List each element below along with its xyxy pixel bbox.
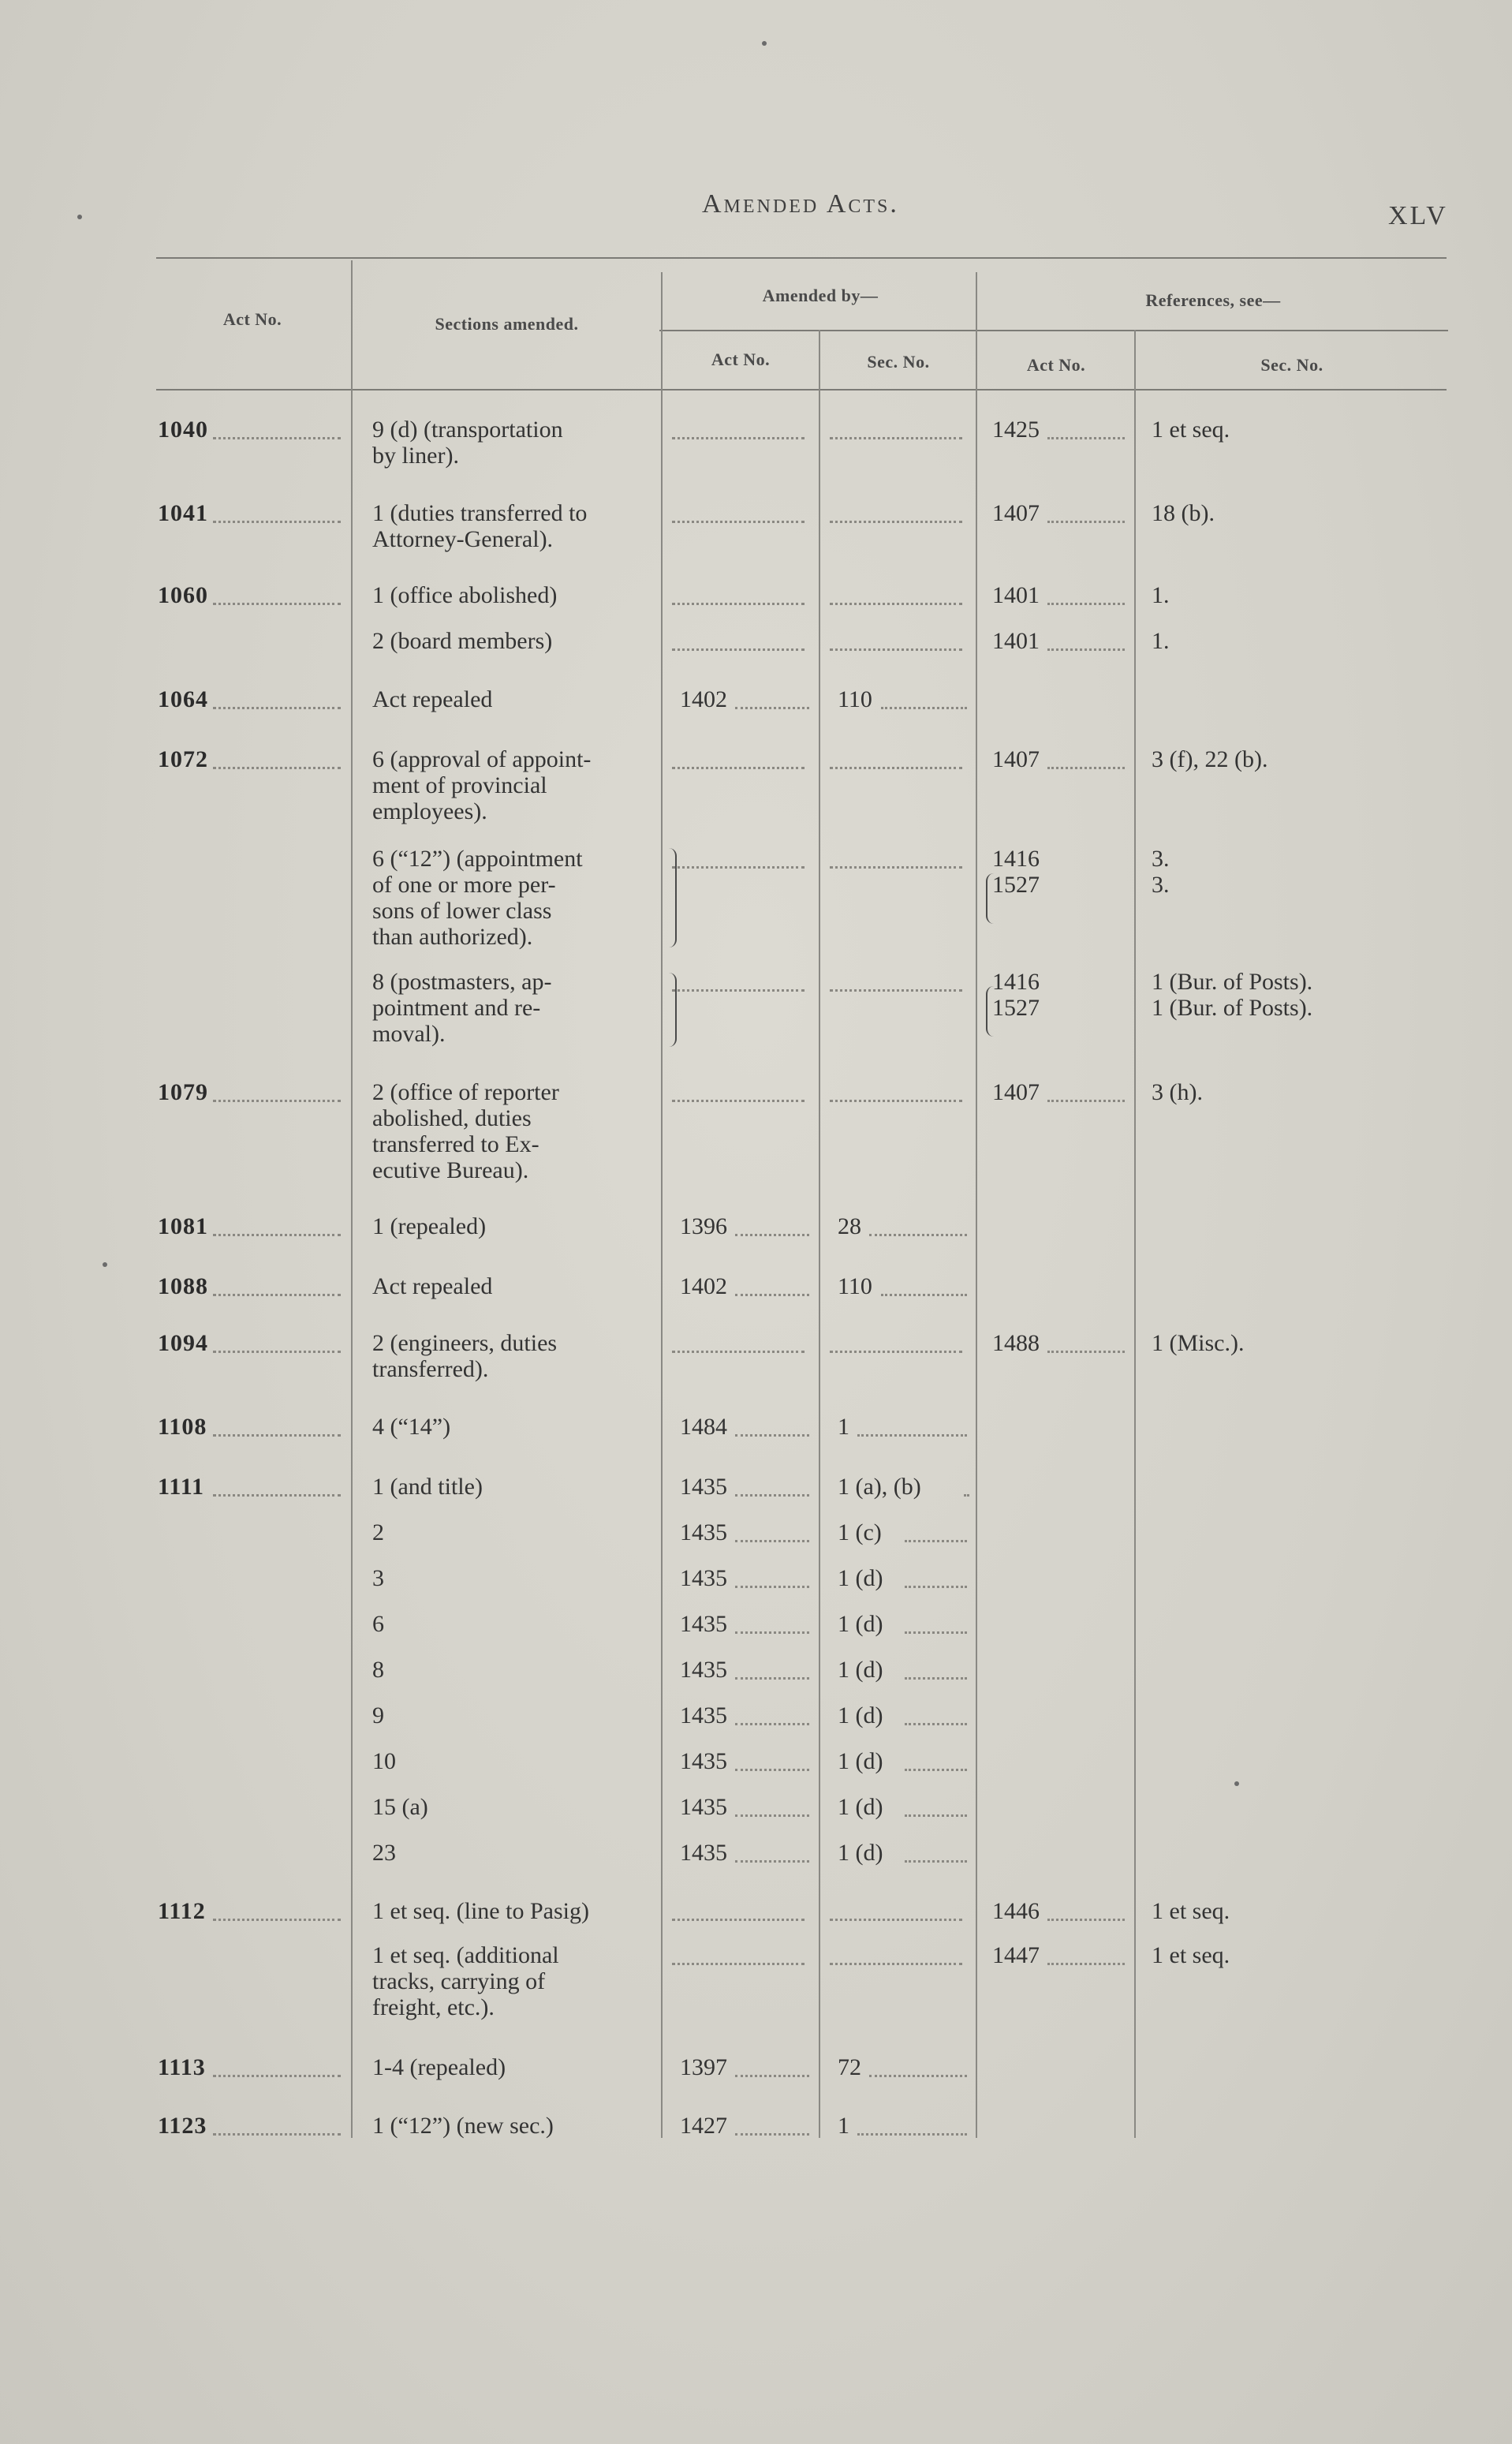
cell-section: 9 (d) (transportation by liner). bbox=[372, 417, 563, 469]
cell-am-sec: 1 (d) bbox=[838, 1565, 883, 1591]
cell-section: 8 (postmasters, ap- pointment and re- moval). bbox=[372, 969, 552, 1047]
cell-am-act: 1435 bbox=[680, 1519, 727, 1545]
dot-leader bbox=[830, 603, 962, 605]
dot-leader bbox=[1047, 1351, 1125, 1353]
dot-leader bbox=[672, 648, 805, 651]
cell-section: 1 (and title) bbox=[372, 1474, 483, 1500]
dot-leader bbox=[672, 866, 805, 869]
dot-leader bbox=[735, 1434, 809, 1437]
brace bbox=[986, 873, 994, 924]
cell-am-sec: 1 (d) bbox=[838, 1794, 883, 1820]
dot-leader bbox=[1047, 437, 1125, 439]
cell-ref-sec: 3 (h). bbox=[1152, 1079, 1203, 1105]
dot-leader bbox=[735, 1769, 809, 1771]
dot-leader bbox=[830, 1100, 962, 1102]
cell-section: 4 (“14”) bbox=[372, 1414, 451, 1440]
cell-ref-act: 1488 bbox=[992, 1330, 1040, 1356]
dot-leader bbox=[1047, 1100, 1125, 1102]
dot-leader bbox=[672, 989, 805, 992]
cell-am-sec: 1 bbox=[838, 2113, 849, 2139]
cell-ref-act: 1416 1527 bbox=[992, 969, 1040, 1021]
cell-ref-act: 1407 bbox=[992, 1079, 1040, 1105]
table-sub-rule bbox=[659, 330, 1448, 331]
cell-act: 1112 bbox=[158, 1898, 206, 1924]
dot-leader bbox=[905, 1860, 967, 1863]
dot-leader bbox=[672, 1963, 805, 1965]
dot-leader bbox=[857, 1434, 967, 1437]
header-ref-sec-no: Sec. No. bbox=[1260, 355, 1323, 375]
dot-leader bbox=[830, 1351, 962, 1353]
cell-act: 1081 bbox=[158, 1213, 208, 1239]
brace bbox=[986, 986, 994, 1037]
dot-leader bbox=[735, 1860, 809, 1863]
cell-section: 6 (“12”) (appointment of one or more per- sons of lower class than authorized). bbox=[372, 846, 583, 950]
dot-leader bbox=[830, 1963, 962, 1965]
cell-am-sec: 1 (a), (b) bbox=[838, 1474, 921, 1500]
cell-am-sec: 1 (d) bbox=[838, 1748, 883, 1774]
dot-leader bbox=[213, 603, 341, 605]
table-header-rule bbox=[156, 389, 1447, 391]
cell-ref-sec: 18 (b). bbox=[1152, 500, 1215, 526]
cell-am-act: 1484 bbox=[680, 1414, 727, 1440]
header-act-no: Act No. bbox=[222, 309, 282, 329]
cell-ref-act: 1407 bbox=[992, 500, 1040, 526]
cell-ref-sec: 1 et seq. bbox=[1152, 417, 1230, 443]
cell-act: 1040 bbox=[158, 417, 208, 443]
cell-section: Act repealed bbox=[372, 1273, 493, 1299]
dot-leader bbox=[672, 521, 805, 523]
cell-am-act: 1435 bbox=[680, 1565, 727, 1591]
column-divider bbox=[661, 272, 663, 2138]
cell-am-act: 1435 bbox=[680, 1748, 727, 1774]
dot-leader bbox=[905, 1769, 967, 1771]
running-title: Amended Acts. bbox=[702, 189, 899, 219]
dot-leader bbox=[905, 1540, 967, 1542]
cell-section: 9 bbox=[372, 1702, 384, 1728]
cell-am-sec: 110 bbox=[838, 686, 872, 712]
cell-section: 15 (a) bbox=[372, 1794, 428, 1820]
cell-section: 3 bbox=[372, 1565, 384, 1591]
header-amended-sec-no: Sec. No. bbox=[867, 352, 930, 372]
dot-leader bbox=[1047, 648, 1125, 651]
dot-leader bbox=[830, 437, 962, 439]
cell-act: 1123 bbox=[158, 2113, 207, 2139]
cell-section: 23 bbox=[372, 1840, 396, 1866]
cell-am-act: 1427 bbox=[680, 2113, 727, 2139]
cell-ref-act: 1401 bbox=[992, 582, 1040, 608]
cell-ref-act: 1407 bbox=[992, 746, 1040, 772]
cell-ref-sec: 1. bbox=[1152, 628, 1170, 654]
cell-am-act: 1435 bbox=[680, 1657, 727, 1683]
cell-section: 2 bbox=[372, 1519, 384, 1545]
cell-ref-act: 1425 bbox=[992, 417, 1040, 443]
dot-leader bbox=[672, 437, 805, 439]
dot-leader bbox=[213, 707, 341, 709]
speck bbox=[77, 215, 82, 219]
header-ref-act-no: Act No. bbox=[1026, 355, 1086, 375]
dot-leader bbox=[881, 1294, 967, 1296]
dot-leader bbox=[672, 1100, 805, 1102]
column-divider bbox=[351, 260, 353, 2138]
dot-leader bbox=[735, 1677, 809, 1680]
cell-am-act: 1435 bbox=[680, 1611, 727, 1637]
dot-leader bbox=[735, 1540, 809, 1542]
cell-act: 1111 bbox=[158, 1474, 205, 1500]
cell-section: 1 (repealed) bbox=[372, 1213, 487, 1239]
cell-am-sec: 1 (c) bbox=[838, 1519, 882, 1545]
cell-ref-act: 1416 1527 bbox=[992, 846, 1040, 898]
cell-section: 6 bbox=[372, 1611, 384, 1637]
dot-leader bbox=[735, 1234, 809, 1236]
dot-leader bbox=[735, 1494, 809, 1497]
dot-leader bbox=[830, 648, 962, 651]
cell-ref-sec: 3. 3. bbox=[1152, 846, 1170, 898]
dot-leader bbox=[213, 767, 341, 769]
dot-leader bbox=[735, 1814, 809, 1817]
cell-act: 1108 bbox=[158, 1414, 207, 1440]
dot-leader bbox=[672, 1351, 805, 1353]
dot-leader bbox=[213, 1919, 341, 1921]
dot-leader bbox=[905, 1586, 967, 1588]
cell-act: 1113 bbox=[158, 2054, 206, 2080]
dot-leader bbox=[905, 1723, 967, 1725]
cell-act: 1060 bbox=[158, 582, 208, 608]
dot-leader bbox=[830, 521, 962, 523]
dot-leader bbox=[1047, 1963, 1125, 1965]
dot-leader bbox=[857, 2133, 967, 2136]
cell-am-act: 1435 bbox=[680, 1474, 727, 1500]
column-divider bbox=[1134, 330, 1136, 2138]
cell-am-sec: 28 bbox=[838, 1213, 861, 1239]
dot-leader bbox=[672, 767, 805, 769]
cell-act: 1088 bbox=[158, 1273, 208, 1299]
dot-leader bbox=[1047, 521, 1125, 523]
cell-section: 1 (duties transferred to Attorney-General). bbox=[372, 500, 588, 552]
dot-leader bbox=[964, 1494, 967, 1497]
dot-leader bbox=[213, 521, 341, 523]
dot-leader bbox=[1047, 1919, 1125, 1921]
dot-leader bbox=[672, 603, 805, 605]
dot-leader bbox=[213, 1234, 341, 1236]
cell-ref-act: 1401 bbox=[992, 628, 1040, 654]
header-references: References, see— bbox=[1145, 290, 1281, 310]
dot-leader bbox=[735, 1586, 809, 1588]
dot-leader bbox=[213, 1100, 341, 1102]
cell-section: 2 (office of reporter abolished, duties transferred to Ex- ecutive Bureau). bbox=[372, 1079, 559, 1183]
dot-leader bbox=[213, 1294, 341, 1296]
dot-leader bbox=[735, 2133, 809, 2136]
dot-leader bbox=[213, 2075, 341, 2077]
dot-leader bbox=[735, 1723, 809, 1725]
cell-am-sec: 1 (d) bbox=[838, 1657, 883, 1683]
cell-act: 1072 bbox=[158, 746, 208, 772]
cell-section: 10 bbox=[372, 1748, 396, 1774]
cell-section: 1 (office abolished) bbox=[372, 582, 558, 608]
header-sections-amended: Sections amended. bbox=[435, 314, 579, 334]
dot-leader bbox=[905, 1677, 967, 1680]
dot-leader bbox=[905, 1814, 967, 1817]
dot-leader bbox=[735, 1294, 809, 1296]
column-divider bbox=[819, 330, 820, 2138]
dot-leader bbox=[1047, 603, 1125, 605]
cell-am-sec: 72 bbox=[838, 2054, 861, 2080]
dot-leader bbox=[213, 1434, 341, 1437]
dot-leader bbox=[830, 866, 962, 869]
dot-leader bbox=[1047, 767, 1125, 769]
dot-leader bbox=[213, 1351, 341, 1353]
cell-am-act: 1435 bbox=[680, 1794, 727, 1820]
cell-ref-sec: 3 (f), 22 (b). bbox=[1152, 746, 1268, 772]
cell-section: 2 (board members) bbox=[372, 628, 553, 654]
cell-section: 1 (“12”) (new sec.) bbox=[372, 2113, 554, 2139]
cell-section: 1-4 (repealed) bbox=[372, 2054, 506, 2080]
column-divider bbox=[976, 272, 977, 2138]
cell-ref-sec: 1 (Bur. of Posts). 1 (Bur. of Posts). bbox=[1152, 969, 1313, 1021]
cell-am-sec: 110 bbox=[838, 1273, 872, 1299]
dot-leader bbox=[869, 1234, 967, 1236]
cell-am-act: 1396 bbox=[680, 1213, 727, 1239]
cell-section: Act repealed bbox=[372, 686, 493, 712]
dot-leader bbox=[735, 1631, 809, 1634]
brace bbox=[669, 973, 677, 1047]
speck bbox=[762, 41, 767, 46]
cell-am-sec: 1 bbox=[838, 1414, 849, 1440]
cell-am-act: 1435 bbox=[680, 1702, 727, 1728]
dot-leader bbox=[869, 2075, 967, 2077]
cell-am-sec: 1 (d) bbox=[838, 1702, 883, 1728]
cell-am-sec: 1 (d) bbox=[838, 1611, 883, 1637]
dot-leader bbox=[672, 1919, 805, 1921]
cell-section: 8 bbox=[372, 1657, 384, 1683]
header-amended-act-no: Act No. bbox=[711, 349, 771, 369]
cell-ref-sec: 1. bbox=[1152, 582, 1170, 608]
cell-act: 1041 bbox=[158, 500, 208, 526]
cell-ref-act: 1447 bbox=[992, 1942, 1040, 1968]
dot-leader bbox=[213, 1494, 341, 1497]
dot-leader bbox=[213, 437, 341, 439]
cell-am-act: 1397 bbox=[680, 2054, 727, 2080]
table-top-rule bbox=[156, 257, 1447, 259]
page-number: XLV bbox=[1388, 201, 1448, 230]
speck bbox=[103, 1262, 107, 1267]
cell-section: 2 (engineers, duties transferred). bbox=[372, 1330, 558, 1382]
cell-am-act: 1402 bbox=[680, 1273, 727, 1299]
cell-ref-sec: 1 et seq. bbox=[1152, 1942, 1230, 1968]
cell-am-act: 1402 bbox=[680, 686, 727, 712]
dot-leader bbox=[905, 1631, 967, 1634]
cell-ref-sec: 1 et seq. bbox=[1152, 1898, 1230, 1924]
cell-ref-act: 1446 bbox=[992, 1898, 1040, 1924]
dot-leader bbox=[735, 2075, 809, 2077]
dot-leader bbox=[213, 2133, 341, 2136]
cell-act: 1079 bbox=[158, 1079, 208, 1105]
cell-am-sec: 1 (d) bbox=[838, 1840, 883, 1866]
cell-section: 1 et seq. (additional tracks, carrying of freight, etc.). bbox=[372, 1942, 559, 2020]
brace bbox=[669, 848, 677, 947]
cell-act: 1064 bbox=[158, 686, 208, 712]
header-amended-by: Amended by— bbox=[762, 286, 879, 305]
cell-section: 6 (approval of appoint- ment of provincial employees). bbox=[372, 746, 592, 824]
cell-act: 1094 bbox=[158, 1330, 208, 1356]
dot-leader bbox=[735, 707, 809, 709]
cell-section: 1 et seq. (line to Pasig) bbox=[372, 1898, 589, 1924]
cell-ref-sec: 1 (Misc.). bbox=[1152, 1330, 1245, 1356]
dot-leader bbox=[830, 989, 962, 992]
speck bbox=[1234, 1781, 1239, 1786]
dot-leader bbox=[881, 707, 967, 709]
cell-am-act: 1435 bbox=[680, 1840, 727, 1866]
dot-leader bbox=[830, 1919, 962, 1921]
dot-leader bbox=[830, 767, 962, 769]
